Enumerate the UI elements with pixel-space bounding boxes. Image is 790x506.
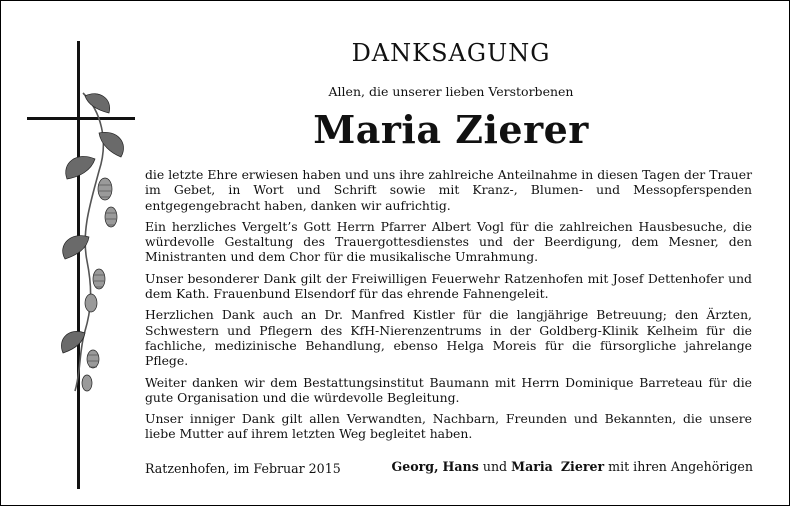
heading: DANKSAGUNG: [351, 39, 551, 67]
cross-with-hops-icon: [21, 41, 141, 501]
paragraph: Weiter danken wir dem Bestattungsinstitut Baumann mit Herrn Dominique Barreteau für die gute Organisation und die würdevolle Begleitung.: [145, 374, 752, 405]
signature-name: Georg,: [391, 459, 439, 474]
paragraph: Ein herzliches Vergelt’s Gott Herrn Pfarrer Albert Vogl für die zahlreichen Hausbesuche, die würdevolle Gestaltung des Trauergottesdienstes und der Beerdigung, dem Mesner, den Ministranten und dem Chor für die musikalische Umrahmung.: [145, 218, 752, 265]
signature-surname: Zierer: [560, 459, 605, 474]
body-text: [145, 167, 752, 448]
signature-suffix: mit ihren Angehörigen: [608, 459, 753, 474]
paragraph: Unser besonderer Dank gilt der Freiwilligen Feuerwehr Ratzenhofen mit Josef Dettenhofer und dem Kath. Frauenbund Elsendorf für das ehrende Fahnengeleit.: [145, 270, 752, 302]
paragraph: die letzte Ehre erwiesen haben und uns ihre zahlreiche Anteilnahme in diesen Tagen der Trauer im Gebet, in Wort und Schrift sowie mit Kranz-, Blumen- und Messopferspenden entgegengebracht haben, danken wir aufrichtig.: [145, 167, 752, 213]
place-date: Ratzenhofen, im Februar 2015: [145, 461, 341, 476]
paragraph: Unser inniger Dank gilt allen Verwandten, Nachbarn, Freunden und Bekannten, die unsere liebe Mutter auf ihrem letzten Weg begleitet haben.: [145, 411, 752, 442]
signature-name: Hans: [442, 459, 479, 474]
paragraph: Herzlichen Dank auch an Dr. Manfred Kistler für die langjährige Betreuung; den Ärzten, Schwestern und Pflegern des KfH-Nierenzentrums in der Goldberg-Klinik Kelheim für die fachliche, medizinische Behandlung, ebenso Helga Moreis für die fürsorgliche jahrelange Pflege.: [145, 307, 752, 369]
signature: [391, 459, 753, 474]
subheading: Allen, die unserer lieben Verstorbenen: [328, 84, 574, 99]
signature-name: Maria: [511, 459, 553, 474]
signature-conjunction: und: [482, 459, 508, 474]
deceased-name: Maria Zierer: [313, 107, 589, 152]
